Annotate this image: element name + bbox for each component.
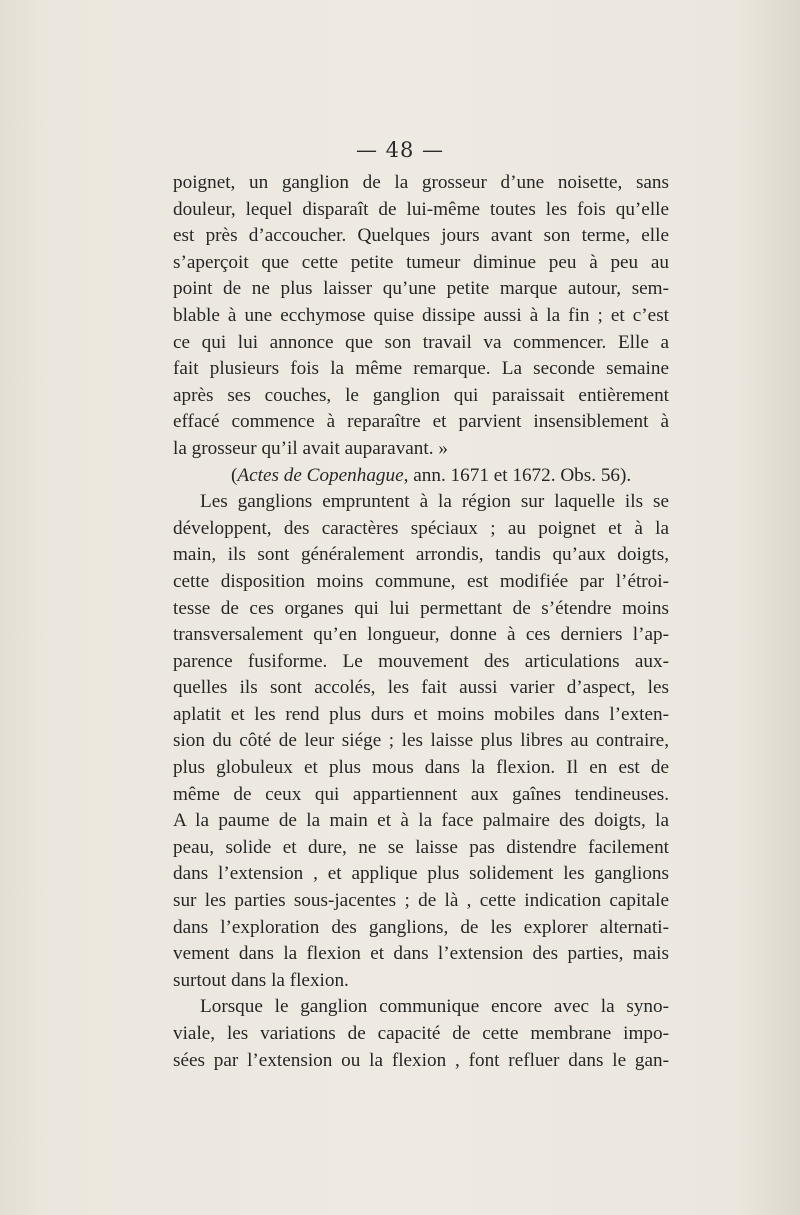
text-line: dans l’exploration des ganglions, de les explorer alternati-: [173, 916, 669, 938]
text-line: est près d’accoucher. Quelques jours avant son terme, elle: [173, 225, 669, 247]
text-line: aplatit et les rend plus durs et moins mobiles dans l’exten-: [173, 703, 669, 725]
text-line: main, ils sont généralement arrondis, tandis qu’aux doigts,: [173, 544, 669, 566]
text-line: après ses couches, le ganglion qui paraissait entièrement: [173, 384, 669, 406]
text-line: tesse de ces organes qui lui permettant de s’étendre moins: [173, 597, 669, 619]
text-line: développent, des caractères spéciaux ; au poignet et à la: [173, 517, 669, 539]
text-line: A la paume de la main et à la face palmaire des doigts, la: [173, 810, 669, 832]
text-line: cette disposition moins commune, est modifiée par l’étroi-: [173, 570, 669, 592]
text-line: sur les parties sous-jacentes ; de là , cette indication capitale: [173, 890, 669, 912]
text-line: transversalement qu’en longueur, donne à ces derniers l’ap-: [173, 624, 669, 646]
text-line: Les ganglions empruntent à la région sur laquelle ils se: [200, 491, 669, 513]
text-line: la grosseur qu’il avait auparavant. »: [173, 437, 448, 459]
text-line: ce qui lui annonce que son travail va commencer. Elle a: [173, 331, 669, 353]
citation-details: , ann. 1671 et 1672. Obs. 56).: [403, 464, 632, 486]
text-line: blable à une ecchymose quise dissipe aussi à la fin ; et c’est: [173, 304, 669, 326]
text-line: sées par l’extension ou la flexion , font refluer dans le gan-: [173, 1049, 669, 1071]
text-line: peau, solide et dure, ne se laisse pas distendre facilement: [173, 836, 669, 858]
text-line: parence fusiforme. Le mouvement des articulations aux-: [173, 650, 669, 672]
text-line: viale, les variations de capacité de cette membrane impo-: [173, 1023, 669, 1044]
text-line: effacé commence à reparaître et parvient insensiblement à: [173, 411, 669, 433]
text-line: Lorsque le ganglion communique encore avec la syno-: [200, 996, 669, 1018]
text-line: fait plusieurs fois la même remarque. La seconde semaine: [173, 358, 669, 380]
citation-line: [173, 463, 669, 490]
text-line: s’aperçoit que cette petite tumeur diminue peu à peu au: [173, 251, 669, 273]
text-line: sion du côté de leur siége ; les laisse plus libres au contraire,: [173, 730, 669, 752]
text-line: vement dans la flexion et dans l’extension des parties, mais: [173, 943, 669, 965]
text-line: poignet, un ganglion de la grosseur d’une noisette, sans: [173, 172, 669, 193]
text-line: surtout dans la flexion.: [173, 969, 349, 991]
body-text: [173, 170, 669, 1074]
text-line: dans l’extension , et applique plus solidement les ganglions: [173, 863, 669, 885]
text-line: quelles ils sont accolés, les fait aussi varier d’aspect, les: [173, 677, 669, 699]
text-line: point de ne plus laisser qu’une petite marque autour, sem-: [173, 278, 669, 300]
text-line: douleur, lequel disparaît de lui-même toutes les fois qu’elle: [173, 198, 669, 220]
text-line: plus globuleux et plus mous dans la flexion. Il en est de: [173, 757, 669, 779]
citation-source: Actes de Copenhague: [237, 464, 404, 486]
citation-open-paren: (: [231, 464, 238, 486]
text-line: même de ceux qui appartiennent aux gaînes tendineuses.: [173, 783, 669, 805]
page-number: — 48 —: [355, 138, 445, 162]
